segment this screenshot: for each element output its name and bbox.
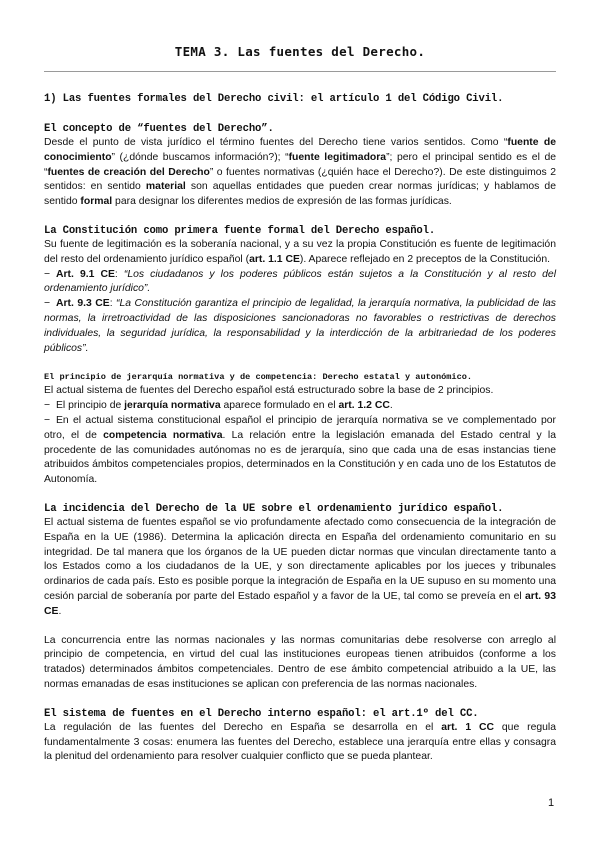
list-item-competencia-normativa: − En el actual sistema constitucional español el principio de jerarquía normativa se ve complementado por otro, el de competencia normativa. La relación entre la legislación emanada del Estado central y la procedente de las comunidades autónomas no es de jerarquía, sino que cada una de esas instancias tiene atribuidos ámbitos competenciales propios, determinados en la Constitución y en cada uno de los Estatutos de Autonomía. [44,414,556,486]
section-heading-ue: La incidencia del Derecho de la UE sobre el ordenamiento jurídico español. [44,502,504,515]
paragraph-ue-2: La concurrencia entre las normas nacionales y las normas comunitarias debe resolverse con arreglo al principio de competencia, en virtud del cual las instituciones europeas tienen atribuidos (conforme a los tratados) determinados ámbitos competenciales. Dentro de ese ámbito competencial atribuido a la UE, las normas emanadas de esas instituciones se aplican con preferencia de las normas nacionales. [44,634,556,690]
paragraph-concepto: Desde el punto de vista jurídico el término fuentes del Derecho tiene varios sentidos. Como “fuente de conocimiento” (¿dónde buscamos información?); “fuente legitimadora”; pero el principal sentido es el de “fuentes de creación del Derecho” o fuentes normativas (¿quién hace el Derecho?). De este distinguimos 2 sentidos: en sentido material son aquellas entidades que pueden crear normas jurídicas; y hablamos de sentido formal para designar los diferentes medios de expresión de las formas jurídicas. [44,137,557,208]
document-title: TEMA 3. Las fuentes del Derecho. [174,44,426,59]
paragraph-jerarquia: El actual sistema de fuentes del Derecho español está estructurado sobre la base de 2 principios. [44,385,494,397]
page-number: 1 [548,797,555,809]
list-item-jerarquia-normativa: − El principio de jerarquía normativa aparece formulado en el art. 1.2 CC. [44,400,393,412]
paragraph-sistema-fuentes: La regulación de las fuentes del Derecho en España se desarrolla en el art. 1 CC que regula fundamentalmente 3 cosas: enumera las fuentes del Derecho, establece una jerarquía entre ellas y consagra la plenitud del ordenamiento para resolver cualquier conflicto que se pueda plantear. [44,721,557,763]
list-item-art-9-3: − Art. 9.3 CE: “La Constitución garantiza el principio de legalidad, la jerarquía normativa, la publicidad de las normas, la irretroactividad de las disposiciones sancionadoras no favorables o restrictivas de derechos individuales, la seguridad jurídica, la responsabilidad y la interdicción de la arbitrariedad de los poderes públicos”. [44,298,557,354]
section-heading-concepto: El concepto de “fuentes del Derecho”. [44,123,274,135]
list-item-art-9-1: − Art. 9.1 CE: “Los ciudadanos y los poderes públicos están sujetos a la Constitución y al resto del ordenamiento jurídico”. [44,268,557,295]
section-heading-constitucion: La Constitución como primera fuente formal del Derecho español. [44,224,436,237]
section-heading-jerarquia: El principio de jerarquía normativa y de competencia: Derecho estatal y autonómico. [44,372,473,383]
section-heading-fuentes-formales: 1) Las fuentes formales del Derecho civil: el artículo 1 del Código Civil. [44,93,504,105]
section-heading-sistema-fuentes: El sistema de fuentes en el Derecho interno español: el art.1º del CC. [44,707,479,720]
document-body [44,92,556,765]
paragraph-constitucion: Su fuente de legitimación es la soberanía nacional, y a su vez la propia Constitución es fuente de legitimación del resto del ordenamiento jurídico español (art. 1.1 CE). Aparece reflejado en 2 preceptos de la Constitución. [44,238,556,265]
paragraph-ue-1: El actual sistema de fuentes español se vio profundamente afectado como consecuencia de la integración de España en la UE (1986). Determina la aplicación directa en España del ordenamiento comunitario en su integridad. De tal manera que los órganos de la UE pueden dictar normas que vinculan directamente tanto a los Estados como a los ciudadanos de la UE, y son directamente aplicables por los jueces y tribunales ordinarios de cada país. Esto es posible porque la integración de España en la UE supuso en su momento una cesión parcial de soberanía por parte del Estado español y a favor de la UE, tal como se preveía en el art. 93 CE. [44,516,556,617]
title-divider [44,71,556,72]
